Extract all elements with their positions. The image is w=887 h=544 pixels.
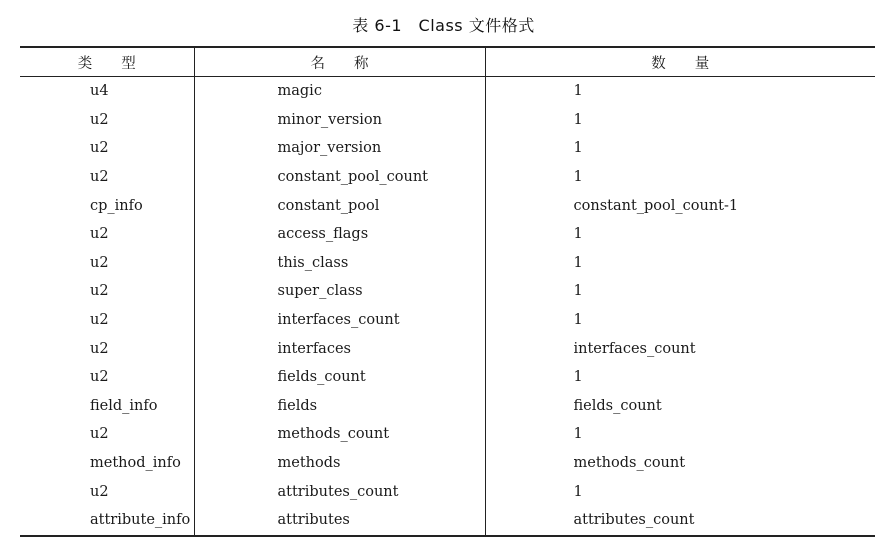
count-cell: 1 xyxy=(485,420,875,449)
name-cell: minor_version xyxy=(194,106,485,135)
type-cell: u2 xyxy=(90,283,109,300)
header-row xyxy=(20,47,875,77)
table-row xyxy=(20,249,875,278)
table-row xyxy=(20,363,875,392)
name-cell: this_class xyxy=(194,249,485,278)
type-cell: method_info xyxy=(90,455,181,472)
type-cell: u2 xyxy=(90,312,109,329)
name-cell: attributes xyxy=(194,506,485,536)
type-cell: u2 xyxy=(90,254,109,271)
table-header xyxy=(20,47,875,77)
table-row xyxy=(20,420,875,449)
name-cell: interfaces_count xyxy=(194,306,485,335)
table-row xyxy=(20,220,875,249)
type-cell: u2 xyxy=(90,483,109,500)
type-cell: u2 xyxy=(90,111,109,128)
count-cell: 1 xyxy=(485,163,875,192)
name-cell: access_flags xyxy=(194,220,485,249)
name-cell: fields xyxy=(194,392,485,421)
count-cell: constant_pool_count-1 xyxy=(485,191,875,220)
count-cell: 1 xyxy=(485,477,875,506)
name-cell: methods xyxy=(194,449,485,478)
count-cell: 1 xyxy=(485,77,875,106)
header-type xyxy=(20,47,194,77)
type-cell: u2 xyxy=(90,140,109,157)
table-row xyxy=(20,392,875,421)
header-type-label: 类 型 xyxy=(77,55,136,72)
name-cell: magic xyxy=(194,77,485,106)
count-cell: 1 xyxy=(485,220,875,249)
count-cell: attributes_count xyxy=(485,506,875,536)
name-cell: super_class xyxy=(194,277,485,306)
count-cell: 1 xyxy=(485,306,875,335)
type-cell: u2 xyxy=(90,369,109,386)
count-cell: fields_count xyxy=(485,392,875,421)
name-cell: major_version xyxy=(194,134,485,163)
header-count-label: 数 量 xyxy=(651,55,710,72)
table-body xyxy=(20,77,875,536)
header-name-label: 名 称 xyxy=(310,55,369,72)
name-cell: fields_count xyxy=(194,363,485,392)
table-row xyxy=(20,506,875,536)
count-cell: 1 xyxy=(485,249,875,278)
type-cell: field_info xyxy=(90,397,158,414)
type-cell: u2 xyxy=(90,169,109,186)
count-cell: interfaces_count xyxy=(485,334,875,363)
name-cell: attributes_count xyxy=(194,477,485,506)
table-row xyxy=(20,106,875,135)
type-cell: u2 xyxy=(90,226,109,243)
count-cell: 1 xyxy=(485,134,875,163)
table-row xyxy=(20,163,875,192)
table-row xyxy=(20,306,875,335)
type-cell: cp_info xyxy=(90,197,143,214)
table-row xyxy=(20,77,875,106)
table-row xyxy=(20,449,875,478)
table-row xyxy=(20,134,875,163)
type-cell: u4 xyxy=(90,83,109,100)
count-cell: 1 xyxy=(485,106,875,135)
table-row xyxy=(20,191,875,220)
table-row xyxy=(20,477,875,506)
type-cell: u2 xyxy=(90,426,109,443)
name-cell: interfaces xyxy=(194,334,485,363)
table-row xyxy=(20,334,875,363)
table-row xyxy=(20,277,875,306)
type-cell: u2 xyxy=(90,340,109,357)
type-cell: attribute_info xyxy=(90,512,191,529)
class-file-format-table xyxy=(20,46,875,537)
count-cell: 1 xyxy=(485,277,875,306)
name-cell: methods_count xyxy=(194,420,485,449)
count-cell: methods_count xyxy=(485,449,875,478)
header-name xyxy=(194,47,485,77)
name-cell: constant_pool xyxy=(194,191,485,220)
table-caption: 表 6-1 Class 文件格式 xyxy=(352,16,535,35)
name-cell: constant_pool_count xyxy=(194,163,485,192)
header-count xyxy=(485,47,875,77)
count-cell: 1 xyxy=(485,363,875,392)
